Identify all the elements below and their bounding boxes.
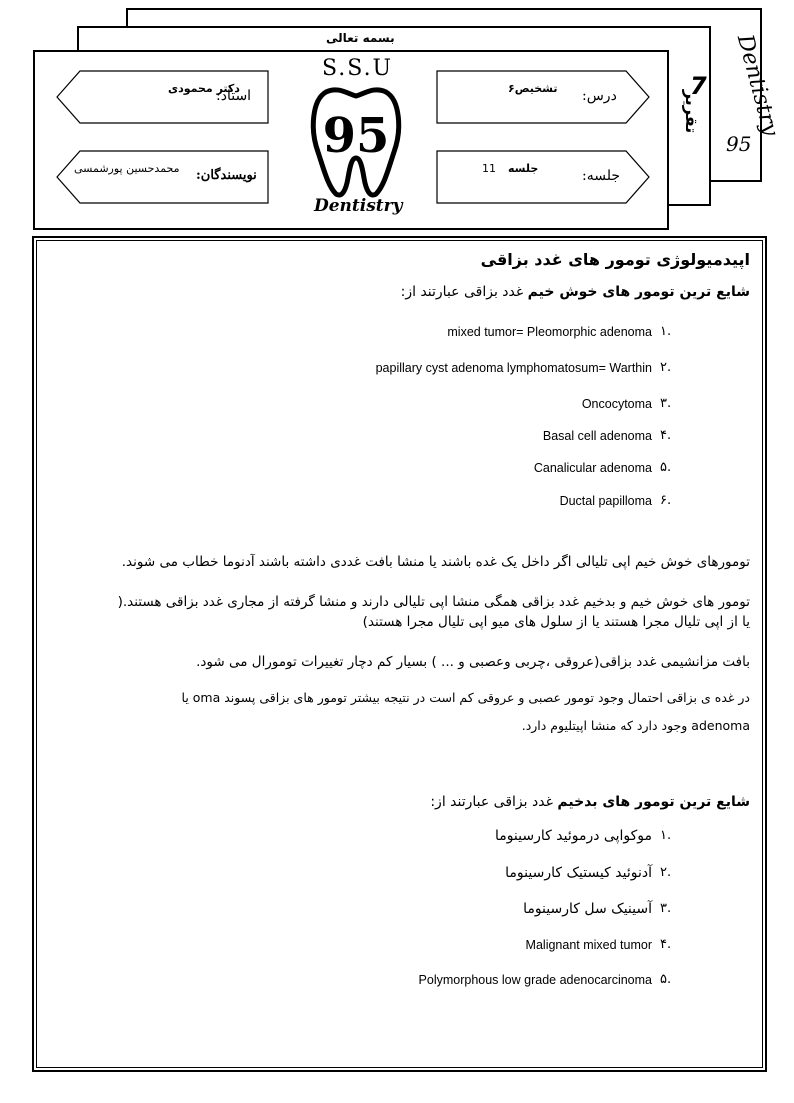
side-title-text: Dentistry: [731, 32, 783, 139]
list-item-number: ۵.: [660, 460, 672, 475]
logo-tooth-icon: [308, 82, 404, 200]
list-item-text: Malignant mixed tumor: [525, 938, 652, 952]
list-item: [330, 426, 690, 446]
list-item-number: ۳.: [660, 901, 672, 916]
writer-value: محمدحسین پورشمسی: [74, 162, 180, 175]
list-item-number: ۶.: [660, 493, 672, 508]
session-label: جلسه:: [582, 168, 621, 184]
list-item: [330, 935, 690, 955]
list-item-text: Oncocytoma: [581, 397, 652, 411]
list-item-text: موکواپی درموئید کارسینوما: [494, 828, 652, 844]
bismillah-text: بسمه تعالی: [326, 31, 395, 45]
paragraph-suffix-line1: در غده ی بزاقی احتمال وجود تومور عصبی و عروقی کم است در نتیجه بیشتر تومور های بزاقی پسوند oma یا: [181, 690, 750, 705]
side-year: 95: [726, 132, 752, 156]
page-title: اپیدمیولوژی تومور های غدد بزاقی: [480, 250, 750, 269]
teacher-label: استاد:: [216, 88, 252, 104]
malignant-heading-rest: غدد بزاقی عبارتند از:: [430, 794, 558, 810]
logo-top-text: S.S.U: [322, 56, 394, 81]
teacher-box: [56, 70, 270, 124]
malignant-heading: [430, 794, 750, 810]
logo-mark-text: 95: [322, 108, 390, 164]
paragraph-origin-line2: یا از اپی تلیال مجرا هستند یا از سلول های میو اپی تلیال مجرا هستند): [362, 614, 750, 630]
malignant-heading-bold: شایع ترین تومور های بدخیم: [557, 794, 750, 810]
list-item-number: ۴.: [660, 937, 672, 952]
list-item: [330, 394, 690, 414]
side-word-text: تقریر: [682, 89, 702, 134]
session-box: [436, 150, 650, 204]
list-item-text: Basal cell adenoma: [542, 429, 652, 443]
teacher-value: دکتر محمودی: [168, 82, 240, 95]
paragraph-mesenchymal: بافت مزانشیمی غدد بزاقی(عروقی ،چربی وعصبی و ... ) بسیار کم دچار تغییرات تومورال می شود.: [196, 654, 750, 670]
side-number: 7: [690, 72, 707, 100]
benign-heading-rest: غدد بزاقی عبارتند از:: [400, 284, 528, 300]
list-item-number: ۲.: [660, 865, 672, 880]
logo-bottom-text: Dentistry: [314, 196, 403, 216]
side-word: [676, 89, 706, 134]
list-item-number: ۲.: [660, 360, 672, 375]
list-item-text: Polymorphous low grade adenocarcinoma: [418, 973, 652, 987]
list-item: [330, 863, 690, 883]
course-box: [436, 70, 650, 124]
list-item-text: Canalicular adenoma: [533, 461, 652, 475]
list-item: [330, 826, 690, 846]
side-title: [720, 30, 783, 140]
list-item: [330, 322, 690, 342]
list-item: [330, 491, 690, 511]
paragraph-origin-line1: تومور های خوش خیم و بدخیم غدد بزاقی همگی منشا اپی تلیالی دارند و منشا گرفته از مجاری غدد بزاقی هستند.(: [117, 594, 750, 610]
list-item: [330, 358, 690, 378]
course-value: تشخیص۶: [508, 82, 558, 95]
benign-heading: [401, 284, 750, 300]
list-item-text: آسینیک سل کارسینوما: [523, 901, 652, 917]
list-item: [330, 970, 690, 990]
list-item-number: ۵.: [660, 972, 672, 987]
list-item-text: mixed tumor= Pleomorphic adenoma: [447, 325, 652, 339]
list-item-number: ۱.: [660, 324, 672, 339]
session-number: 11: [482, 162, 496, 175]
paragraph-suffix-line2: adenoma وجود دارد که منشا اپیتلیوم دارد.: [521, 718, 750, 733]
list-item-text: آدنوئید کیستیک کارسینوما: [505, 865, 652, 881]
list-item-number: ۱.: [660, 828, 672, 843]
session-value: جلسه: [508, 162, 539, 175]
writer-label: نویسندگان:: [196, 168, 257, 183]
course-label: درس:: [582, 88, 617, 104]
list-item-text: papillary cyst adenoma lymphomatosum= Warthin: [375, 361, 652, 375]
writer-box: [56, 150, 270, 204]
list-item: [330, 458, 690, 478]
list-item-number: ۴.: [660, 428, 672, 443]
benign-heading-bold: شایع ترین تومور های خوش خیم: [527, 284, 750, 300]
list-item: [330, 899, 690, 919]
list-item-number: ۳.: [660, 396, 672, 411]
list-item-text: Ductal papilloma: [559, 494, 652, 508]
paragraph-adenoma: تومورهای خوش خیم اپی تلیالی اگر داخل یک غده باشند یا منشا بافت غددی داشته باشند آدنوما خطاب می شوند.: [121, 554, 750, 570]
